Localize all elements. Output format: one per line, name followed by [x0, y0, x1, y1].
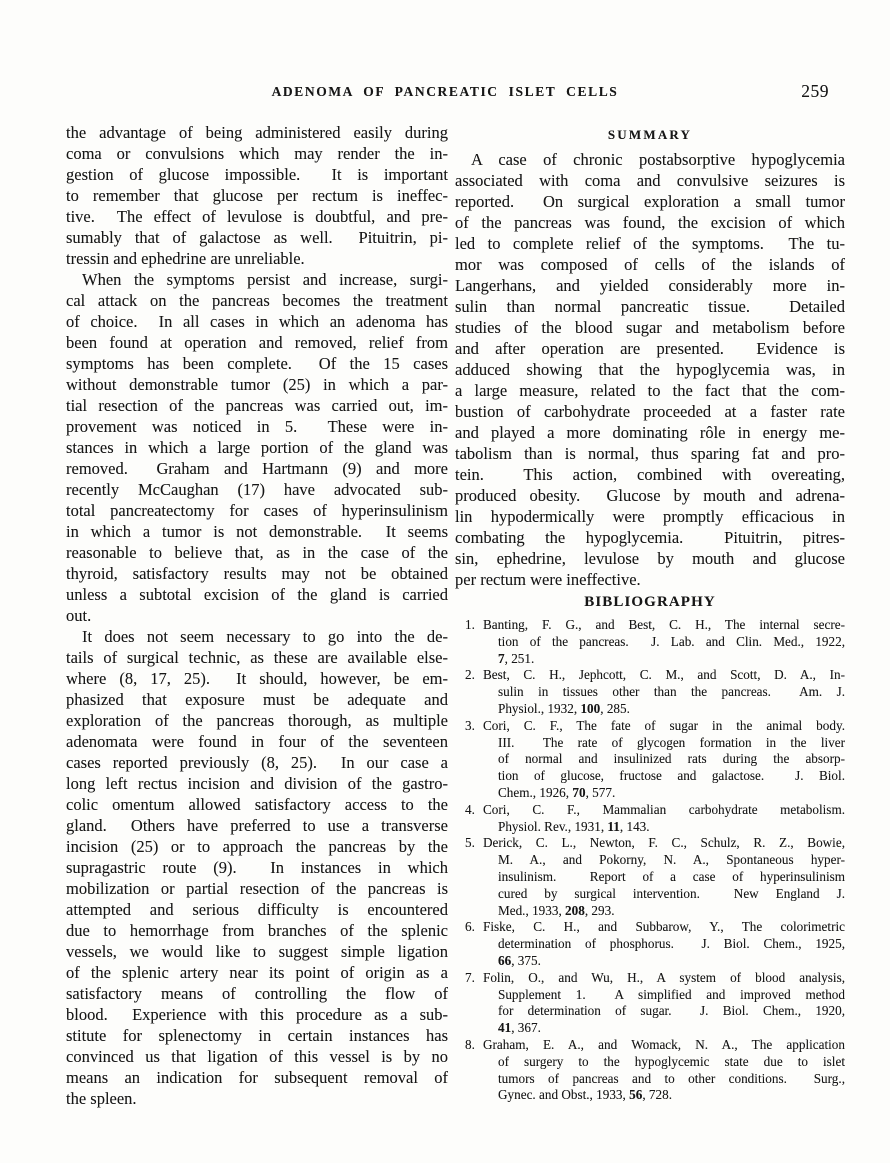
text-line: symptoms has been complete. Of the 15 cases — [66, 354, 448, 373]
reference-number: 6. — [465, 919, 475, 935]
text-line: phasized that exposure must be adequate and — [66, 690, 448, 709]
text-line: tumors of pancreas and to other conditions. Surg., — [498, 1070, 845, 1086]
text-line: and after operation are presented. Evidence is — [455, 339, 845, 358]
text-line: It does not seem necessary to go into the de- — [82, 627, 448, 646]
text-line: gestion of glucose impossible. It is important — [66, 165, 448, 184]
text-line: attempted and serious difficulty is encountered — [66, 900, 448, 919]
text-line: Graham, E. A., and Womack, N. A., The application — [483, 1036, 845, 1052]
text-line: sulin than normal pancreatic tissue. Detailed — [455, 297, 845, 316]
reference-number: 7. — [465, 969, 475, 985]
text-line: satisfactory means of controlling the flow of — [66, 984, 448, 1003]
running-title: ADENOMA OF PANCREATIC ISLET CELLS — [271, 84, 619, 99]
reference-number: 2. — [465, 667, 475, 683]
text-line: a large measure, related to the fact that the com- — [455, 381, 845, 400]
text-line: III. The rate of glycogen formation in the liver — [498, 734, 845, 750]
reference-number: 4. — [465, 801, 475, 817]
left-column — [66, 122, 448, 1109]
text-line: of normal and insulinized rats during the absorp- — [498, 751, 845, 767]
reference-item — [455, 802, 845, 836]
text-line: recently McCaughan (17) have advocated sub- — [66, 480, 448, 499]
text-line: means an indication for subsequent removal of — [66, 1068, 448, 1087]
text-line: Supplement 1. A simplified and improved method — [498, 986, 845, 1002]
text-line: mor was composed of cells of the islands of — [455, 255, 845, 274]
text-line: removed. Graham and Hartmann (9) and more — [66, 459, 448, 478]
text-line: mobilization or partial resection of the pancreas is — [66, 879, 448, 898]
reference-item — [455, 1037, 845, 1104]
reference-number: 8. — [465, 1036, 475, 1052]
reference-item — [455, 835, 845, 919]
text-line: the advantage of being administered easily during — [66, 123, 448, 142]
reference-item — [455, 718, 845, 802]
text-line: cases reported previously (8, 25). In our case a — [66, 753, 448, 772]
text-line: tein. This action, combined with overeating, — [455, 465, 845, 484]
text-line: without demonstrable tumor (25) in which a par- — [66, 375, 448, 394]
text-line: tion of glucose, fructose and galactose. J. Biol. — [498, 768, 845, 784]
text-line: tails of surgical technic, as these are available else- — [66, 648, 448, 667]
text-line: tabolism than is normal, thus sparing fat and pro- — [455, 444, 845, 463]
text-line: tressin and ephedrine are unreliable. — [66, 249, 305, 268]
reference-item — [455, 617, 845, 667]
text-line: produced obesity. Glucose by mouth and adrena- — [455, 486, 845, 505]
text-line: tive. The effect of levulose is doubtful, and pre- — [66, 207, 448, 226]
paragraph — [66, 122, 448, 269]
text-line: for determination of sugar. J. Biol. Chem., 1920, — [498, 1003, 845, 1019]
text-line: adenomata were found in four of the seventeen — [66, 732, 448, 751]
summary-body — [455, 149, 845, 590]
text-line: tial resection of the pancreas was carried out, im- — [66, 396, 448, 415]
paragraph — [66, 269, 448, 626]
reference-item — [455, 970, 845, 1037]
text-line: reported. On surgical exploration a small tumor — [455, 192, 845, 211]
text-line: of the pancreas was found, the excision of which — [455, 213, 845, 232]
text-line: Chem., 1926, 70, 577. — [498, 784, 616, 800]
text-line: coma or convulsions which may render the in- — [66, 144, 448, 163]
text-line: of the splenic artery near its point of origin as a — [66, 963, 448, 982]
text-line: insulinism. Report of a case of hyperinsulinism — [498, 868, 845, 884]
text-line: lin hypodermically were promptly efficacious in — [455, 507, 845, 526]
text-line: incision (25) or to approach the pancreas by the — [66, 837, 448, 856]
text-line: determination of phosphorus. J. Biol. Chem., 1925, — [498, 936, 845, 952]
text-line: per rectum were ineffective. — [455, 570, 641, 589]
text-line: tion of the pancreas. J. Lab. and Clin. Med., 1922, — [498, 633, 845, 649]
text-line: due to hemorrhage from branches of the splenic — [66, 921, 448, 940]
text-line: Physiol., 1932, 100, 285. — [498, 700, 630, 716]
text-line: 41, 367. — [498, 1020, 541, 1036]
text-line: where (8, 17, 25). It should, however, be em- — [66, 669, 448, 688]
text-line: long left rectus incision and division of the gastro- — [66, 774, 448, 793]
text-line: Banting, F. G., and Best, C. H., The internal secre- — [483, 617, 845, 632]
text-line: vessels, we would like to suggest simple ligation — [66, 942, 448, 961]
summary-heading: SUMMARY — [607, 127, 693, 142]
text-line: stitute for splenectomy in certain instances has — [66, 1026, 448, 1045]
text-line: combating the hypoglycemia. Pituitrin, pitres- — [455, 528, 845, 547]
text-line: Derick, C. L., Newton, F. C., Schulz, R. Z., Bowie, — [483, 835, 845, 851]
text-line: out. — [66, 606, 92, 625]
reference-item — [455, 667, 845, 717]
paragraph — [66, 626, 448, 1109]
text-line: blood. Experience with this procedure as a sub- — [66, 1005, 448, 1024]
text-line: adduced showing that the hypoglycemia was, in — [455, 360, 845, 379]
reference-number: 3. — [465, 717, 475, 733]
text-line: cal attack on the pancreas becomes the treatment — [66, 291, 448, 310]
text-line: to remember that glucose per rectum is ineffec- — [66, 186, 448, 205]
text-line: Cori, C. F., Mammalian carbohydrate metabolism. — [483, 801, 845, 817]
paragraph — [455, 149, 845, 590]
text-line: Physiol. Rev., 1931, 11, 143. — [498, 818, 650, 834]
text-line: and played a more dominating rôle in energy me- — [455, 423, 845, 442]
reference-item — [455, 919, 845, 969]
text-line: gland. Others have preferred to use a transverse — [66, 816, 448, 835]
text-line: When the symptoms persist and increase, surgi- — [82, 270, 448, 289]
text-line: been found at operation and removed, relief from — [66, 333, 448, 352]
page-header — [0, 83, 890, 101]
text-line: Fiske, C. H., and Subbarow, Y., The colorimetric — [483, 919, 845, 935]
text-line: bustion of carbohydrate proceeded at a faster rate — [455, 402, 845, 421]
text-line: associated with coma and convulsive seizures is — [455, 171, 845, 190]
text-line: studies of the blood sugar and metabolism before — [455, 318, 845, 337]
text-line: the spleen. — [66, 1089, 137, 1108]
text-line: cured by surgical intervention. New England J. — [498, 885, 845, 901]
text-line: convinced us that ligation of this vessel is by no — [66, 1047, 448, 1066]
text-line: of choice. In all cases in which an adenoma has — [66, 312, 448, 331]
text-line: Best, C. H., Jephcott, C. M., and Scott, D. A., In- — [483, 667, 845, 683]
text-line: Med., 1933, 208, 293. — [498, 902, 615, 918]
text-line: Langerhans, and yielded considerably more in- — [455, 276, 845, 295]
text-line: colic omentum allowed satisfactory access to the — [66, 795, 448, 814]
text-line: exploration of the pancreas thorough, as multiple — [66, 711, 448, 730]
text-line: thyroid, satisfactory results may not be obtained — [66, 564, 448, 583]
text-line: M. A., and Pokorny, N. A., Spontaneous hyper- — [498, 852, 845, 868]
text-line: Folin, O., and Wu, H., A system of blood analysis, — [483, 969, 845, 985]
page-number: 259 — [801, 81, 829, 101]
reference-number: 5. — [465, 835, 475, 851]
text-line: provement was noticed in 5. These were in- — [66, 417, 448, 436]
text-line: reasonable to believe that, as in the case of the — [66, 543, 448, 562]
text-line: Cori, C. F., The fate of sugar in the animal body. — [483, 717, 845, 733]
text-line: unless a subtotal excision of the gland is carried — [66, 585, 448, 604]
text-line: in which a tumor is not demonstrable. It seems — [66, 522, 448, 541]
text-line: total pancreatectomy for cases of hyperinsulinism — [66, 501, 448, 520]
bibliography-list — [455, 617, 845, 1104]
text-line: supragastric route (9). In instances in which — [66, 858, 448, 877]
text-line: stances in which a large portion of the gland was — [66, 438, 448, 457]
text-line: 7, 251. — [498, 650, 535, 666]
text-line: 66, 375. — [498, 952, 541, 968]
right-column — [455, 122, 845, 1104]
text-line: Gynec. and Obst., 1933, 56, 728. — [498, 1087, 672, 1103]
text-line: sumably that of galactose as well. Pituitrin, pi- — [66, 228, 448, 247]
text-line: led to complete relief of the symptoms. The tu- — [455, 234, 845, 253]
text-line: sin, ephedrine, levulose by mouth and glucose — [455, 549, 845, 568]
text-line: sulin in tissues other than the pancreas. Am. J. — [498, 684, 845, 700]
bibliography-heading: BIBLIOGRAPHY — [584, 594, 716, 610]
reference-number: 1. — [465, 617, 475, 632]
text-line: A case of chronic postabsorptive hypoglycemia — [471, 150, 845, 169]
text-line: of surgery to the hypoglycemic state due to islet — [498, 1053, 845, 1069]
